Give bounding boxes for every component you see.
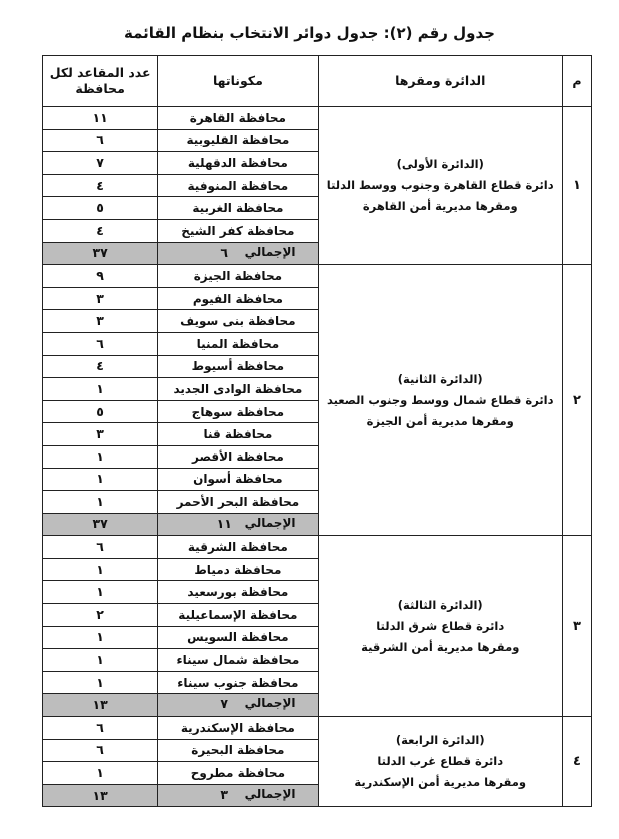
- district-cell: [318, 107, 562, 265]
- district-desc: دائرة قطاع غرب الدلتا: [377, 754, 504, 769]
- governorate-name: محافظة بنى سويف: [158, 310, 318, 333]
- table-row: [43, 717, 592, 740]
- table-row: [43, 536, 592, 559]
- total-label: الإجمالي: [244, 515, 296, 530]
- governorate-seats: ٤: [43, 174, 158, 197]
- governorate-seats: ١: [43, 649, 158, 672]
- district-name: (الدائرة الثانية): [397, 371, 483, 386]
- governorate-seats: ٤: [43, 355, 158, 378]
- governorate-seats: ٣: [43, 287, 158, 310]
- governorate-name: محافظة الدقهلية: [158, 152, 318, 175]
- header-m: م: [562, 56, 591, 107]
- page-title: جدول رقم (٢): جدول دوائر الانتخاب بنظام القائمة: [124, 24, 495, 42]
- district-name: (الدائرة الرابعة): [395, 733, 485, 748]
- governorate-name: محافظة أسيوط: [158, 355, 318, 378]
- total-label: الإجمالي: [244, 786, 296, 801]
- governorate-seats: ١: [43, 491, 158, 514]
- governorate-name: محافظة الوادى الجديد: [158, 378, 318, 401]
- governorate-name: محافظة جنوب سيناء: [158, 671, 318, 694]
- governorate-seats: ١: [43, 581, 158, 604]
- governorate-seats: ٧: [43, 152, 158, 175]
- governorate-name: محافظة القليوبية: [158, 129, 318, 152]
- governorate-seats: ١: [43, 378, 158, 401]
- district-number: ٤: [562, 717, 591, 807]
- district-name: (الدائرة الثالثة): [397, 597, 483, 612]
- table-body: [43, 107, 592, 807]
- governorate-seats: ١١: [43, 107, 158, 130]
- governorate-seats: ١: [43, 626, 158, 649]
- governorate-name: محافظة بورسعيد: [158, 581, 318, 604]
- governorate-name: محافظة كفر الشيخ: [158, 219, 318, 242]
- governorate-name: محافظة القاهرة: [158, 107, 318, 130]
- total-components-cell: [158, 513, 318, 536]
- district-hq: ومقرها مديرية أمن القاهرة: [362, 199, 518, 214]
- governorate-name: محافظة قنا: [158, 423, 318, 446]
- district-hq: ومقرها مديرية أمن الإسكندرية: [354, 775, 527, 790]
- governorate-name: محافظة السويس: [158, 626, 318, 649]
- district-number: ٣: [562, 536, 591, 717]
- governorate-seats: ١: [43, 671, 158, 694]
- district-number: ١: [562, 107, 591, 265]
- district-hq: ومقرها مديرية أمن الشرقية: [361, 639, 520, 654]
- districts-table: [42, 55, 592, 807]
- governorate-seats: ٤: [43, 219, 158, 242]
- total-seats: ١٣: [43, 784, 158, 807]
- governorate-name: محافظة البحيرة: [158, 739, 318, 762]
- governorate-name: محافظة البحر الأحمر: [158, 491, 318, 514]
- total-label: الإجمالي: [244, 696, 296, 711]
- governorate-seats: ٣: [43, 310, 158, 333]
- governorate-seats: ١: [43, 468, 158, 491]
- governorate-name: محافظة المنوفية: [158, 174, 318, 197]
- district-desc: دائرة قطاع شرق الدلتا: [376, 618, 505, 633]
- header-seats: عدد المقاعد لكل محافظة: [43, 56, 158, 107]
- governorate-name: محافظة سوهاج: [158, 400, 318, 423]
- total-components-cell: [158, 694, 318, 717]
- district-cell: [318, 536, 562, 717]
- total-count: ٣: [220, 786, 229, 802]
- district-cell: [318, 265, 562, 536]
- district-cell: [318, 717, 562, 807]
- governorate-name: محافظة الأقصر: [158, 445, 318, 468]
- total-components-cell: [158, 242, 318, 265]
- district-name: (الدائرة الأولى): [396, 157, 484, 172]
- table-header-row: [43, 56, 592, 107]
- district-desc: دائرة قطاع القاهرة وجنوب ووسط الدلتا: [326, 178, 554, 193]
- governorate-seats: ٦: [43, 332, 158, 355]
- governorate-seats: ١: [43, 762, 158, 785]
- total-seats: ٣٧: [43, 242, 158, 265]
- governorate-seats: ٢: [43, 604, 158, 627]
- governorate-name: محافظة مطروح: [158, 762, 318, 785]
- table-row: [43, 107, 592, 130]
- total-components-cell: [158, 784, 318, 807]
- total-label: الإجمالي: [244, 244, 296, 259]
- governorate-seats: ٦: [43, 739, 158, 762]
- total-count: ٧: [220, 696, 229, 712]
- governorate-seats: ٩: [43, 265, 158, 288]
- district-number: ٢: [562, 265, 591, 536]
- governorate-name: محافظة الإسكندرية: [158, 717, 318, 740]
- governorate-seats: ٣: [43, 423, 158, 446]
- governorate-name: محافظة دمياط: [158, 558, 318, 581]
- governorate-name: محافظة شمال سيناء: [158, 649, 318, 672]
- governorate-name: محافظة أسوان: [158, 468, 318, 491]
- governorate-seats: ٦: [43, 536, 158, 559]
- governorate-seats: ٦: [43, 717, 158, 740]
- table-row: [43, 265, 592, 288]
- governorate-seats: ٥: [43, 400, 158, 423]
- governorate-name: محافظة الفيوم: [158, 287, 318, 310]
- header-components: مكوناتها: [158, 56, 318, 107]
- total-count: ١١: [216, 515, 232, 531]
- governorate-seats: ١: [43, 558, 158, 581]
- governorate-seats: ٥: [43, 197, 158, 220]
- governorate-name: محافظة الإسماعيلية: [158, 604, 318, 627]
- governorate-name: محافظة الجيزة: [158, 265, 318, 288]
- governorate-seats: ٦: [43, 129, 158, 152]
- district-desc: دائرة قطاع شمال ووسط وجنوب الصعيد: [326, 392, 554, 407]
- header-district: الدائرة ومقرها: [318, 56, 562, 107]
- district-hq: ومقرها مديرية أمن الجيزة: [366, 413, 514, 428]
- total-count: ٦: [220, 244, 229, 260]
- total-seats: ١٣: [43, 694, 158, 717]
- governorate-name: محافظة المنيا: [158, 332, 318, 355]
- governorate-name: محافظة الغربية: [158, 197, 318, 220]
- governorate-name: محافظة الشرقية: [158, 536, 318, 559]
- governorate-seats: ١: [43, 445, 158, 468]
- total-seats: ٣٧: [43, 513, 158, 536]
